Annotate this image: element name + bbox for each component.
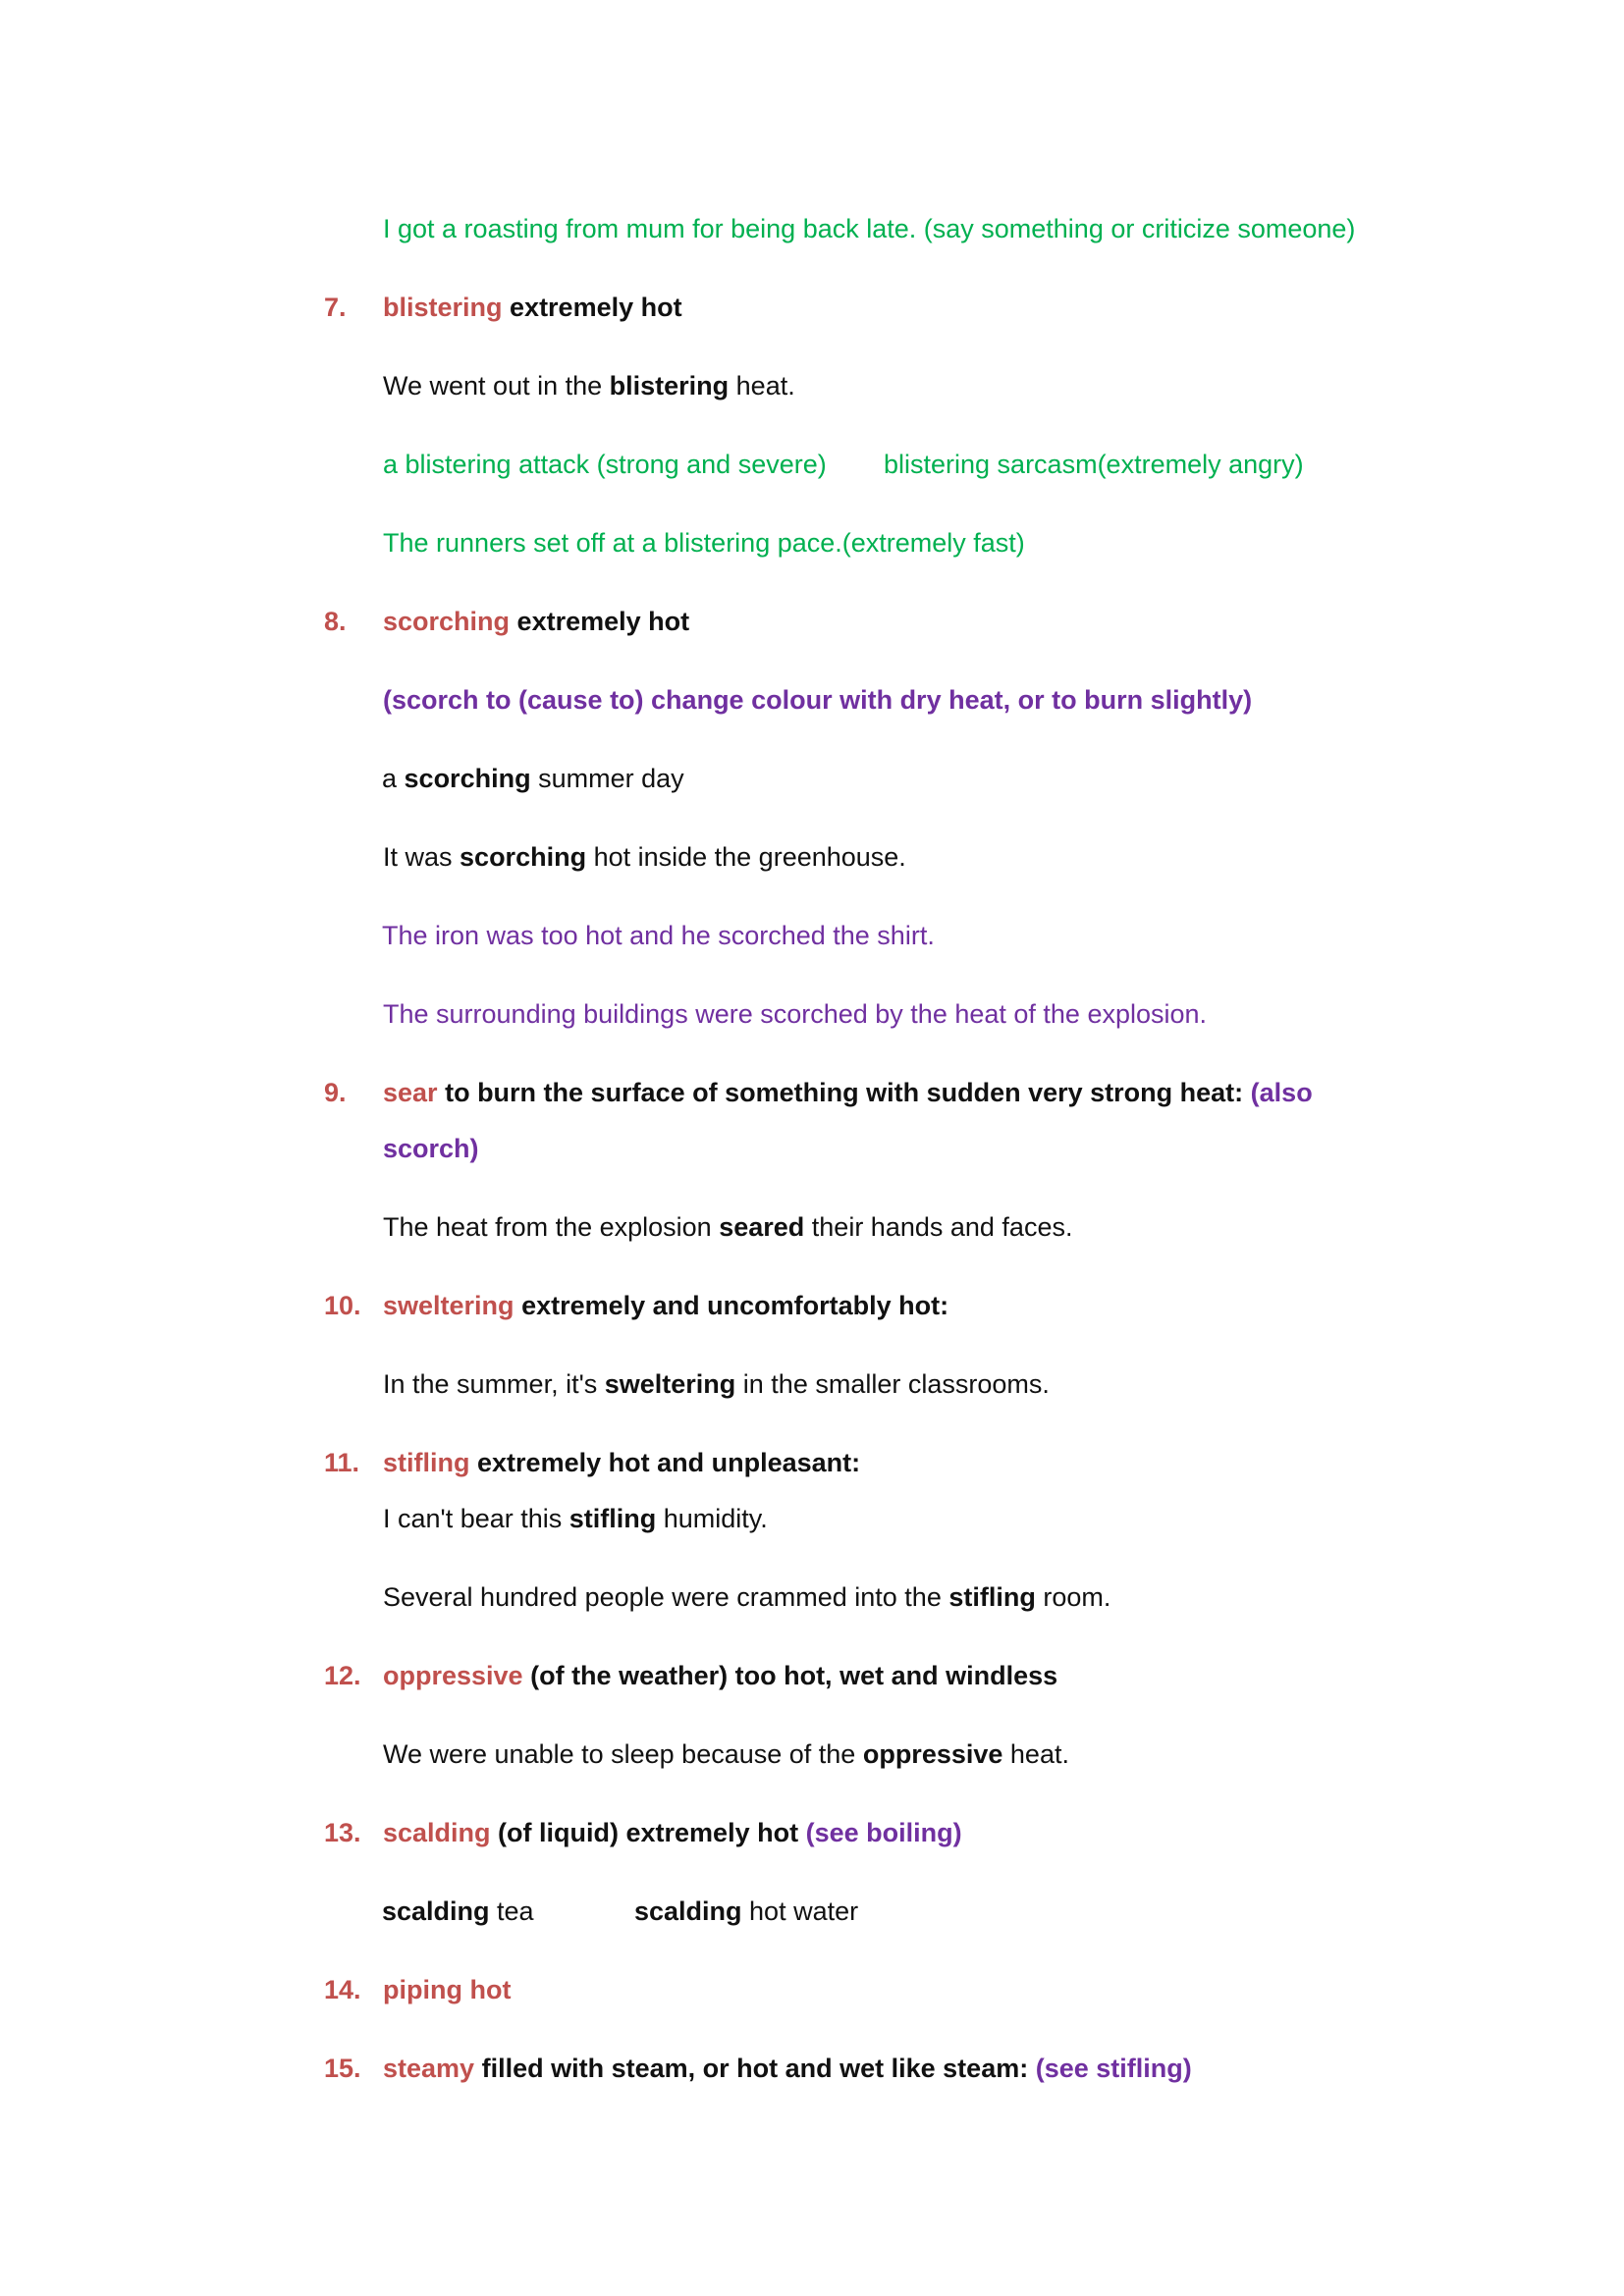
example-text: Several hundred people were crammed into the — [383, 1582, 949, 1612]
entry-heading — [383, 1077, 1313, 1108]
figurative-example: I got a roasting from mum for being back late. (say something or criticize someone) — [383, 214, 1356, 243]
entry-note-continued: scorch) — [383, 1134, 479, 1163]
example-sentence — [383, 370, 795, 401]
example-text: their hands and faces. — [804, 1212, 1073, 1242]
example-keyword: oppressive — [862, 1739, 1003, 1769]
example-sentence — [383, 1738, 1069, 1770]
example-keyword: stifling — [948, 1582, 1036, 1612]
entry-number: 12. — [324, 1661, 361, 1690]
entry-heading — [383, 1660, 1057, 1691]
entry-note: (also — [1250, 1078, 1313, 1107]
example-keyword: scalding — [382, 1896, 490, 1926]
entry-term: sear — [383, 1078, 438, 1107]
entry-number: 8. — [324, 607, 347, 636]
entry-number: 15. — [324, 2054, 361, 2083]
entry-term: piping hot — [383, 1975, 512, 2004]
entry-number: 14. — [324, 1975, 361, 2004]
entry-term: steamy — [383, 2054, 475, 2083]
example-sentence — [383, 1581, 1110, 1613]
note-example: The iron was too hot and he scorched the shirt. — [382, 921, 935, 950]
entry-heading — [383, 1974, 511, 2005]
entry-definition: (of liquid) extremely hot — [498, 1818, 799, 1847]
entry-definition: filled with steam, or hot and wet like steam: — [481, 2054, 1029, 2083]
example-sentence — [383, 1368, 1050, 1400]
example-sentence — [383, 1503, 768, 1534]
entry-heading — [383, 606, 689, 637]
example-phrase — [634, 1896, 858, 1927]
entry-term: scalding — [383, 1818, 491, 1847]
example-text: room. — [1035, 1582, 1111, 1612]
example-keyword: stifling — [568, 1504, 657, 1533]
example-sentence — [383, 1211, 1072, 1243]
example-text: in the smaller classrooms. — [735, 1369, 1050, 1399]
example-text: hot inside the greenhouse. — [586, 842, 906, 872]
example-text: humidity. — [656, 1504, 768, 1533]
entry-heading — [383, 2053, 1192, 2084]
entry-heading — [383, 1817, 962, 1848]
entry-note: (see stifling) — [1035, 2054, 1192, 2083]
entry-definition: extremely and uncomfortably hot: — [521, 1291, 949, 1320]
example-text: summer day — [530, 764, 684, 793]
example-text: We went out in the — [383, 371, 610, 400]
entry-term: oppressive — [383, 1661, 523, 1690]
example-text: The heat from the explosion — [383, 1212, 720, 1242]
note-example: The surrounding buildings were scorched by the heat of the explosion. — [383, 999, 1208, 1029]
entry-definition: to burn the surface of something with sudden very strong heat: — [445, 1078, 1244, 1107]
example-keyword: sweltering — [604, 1369, 736, 1399]
entry-definition: extremely hot — [516, 607, 690, 636]
entry-number: 13. — [324, 1818, 361, 1847]
entry-term: scorching — [383, 607, 511, 636]
entry-number: 11. — [324, 1448, 360, 1477]
example-sentence — [383, 841, 906, 873]
example-text: I can't bear this — [383, 1504, 569, 1533]
figurative-example: a blistering attack (strong and severe) — [383, 450, 827, 479]
entry-heading — [383, 1290, 948, 1321]
entry-number: 10. — [324, 1291, 361, 1320]
example-text: In the summer, it's — [383, 1369, 605, 1399]
entry-note: (scorch to (cause to) change colour with dry heat, or to burn slightly) — [383, 685, 1253, 715]
example-keyword: scorching — [460, 842, 587, 872]
example-sentence — [382, 763, 684, 794]
entry-heading — [383, 292, 682, 323]
entry-heading — [383, 1447, 860, 1478]
example-keyword: seared — [719, 1212, 805, 1242]
example-text: heat. — [1002, 1739, 1069, 1769]
figurative-example: The runners set off at a blistering pace.(extremely fast) — [383, 528, 1025, 558]
example-keyword: scalding — [634, 1896, 742, 1926]
example-phrase — [382, 1896, 534, 1927]
entry-definition: extremely hot and unpleasant: — [477, 1448, 861, 1477]
entry-number: 9. — [324, 1078, 347, 1107]
example-text: a — [382, 764, 405, 793]
example-text: heat. — [729, 371, 795, 400]
example-text: tea — [489, 1896, 534, 1926]
entry-number: 7. — [324, 293, 347, 322]
entry-definition: (of the weather) too hot, wet and windless — [530, 1661, 1058, 1690]
example-text: hot water — [741, 1896, 859, 1926]
entry-note: (see boiling) — [805, 1818, 962, 1847]
example-keyword: blistering — [609, 371, 730, 400]
example-text: It was — [383, 842, 460, 872]
entry-term: blistering — [383, 293, 503, 322]
entry-definition: extremely hot — [510, 293, 682, 322]
entry-term: sweltering — [383, 1291, 514, 1320]
example-keyword: scorching — [404, 764, 531, 793]
example-text: We were unable to sleep because of the — [383, 1739, 863, 1769]
figurative-example: blistering sarcasm(extremely angry) — [884, 450, 1304, 479]
entry-term: stifling — [383, 1448, 470, 1477]
